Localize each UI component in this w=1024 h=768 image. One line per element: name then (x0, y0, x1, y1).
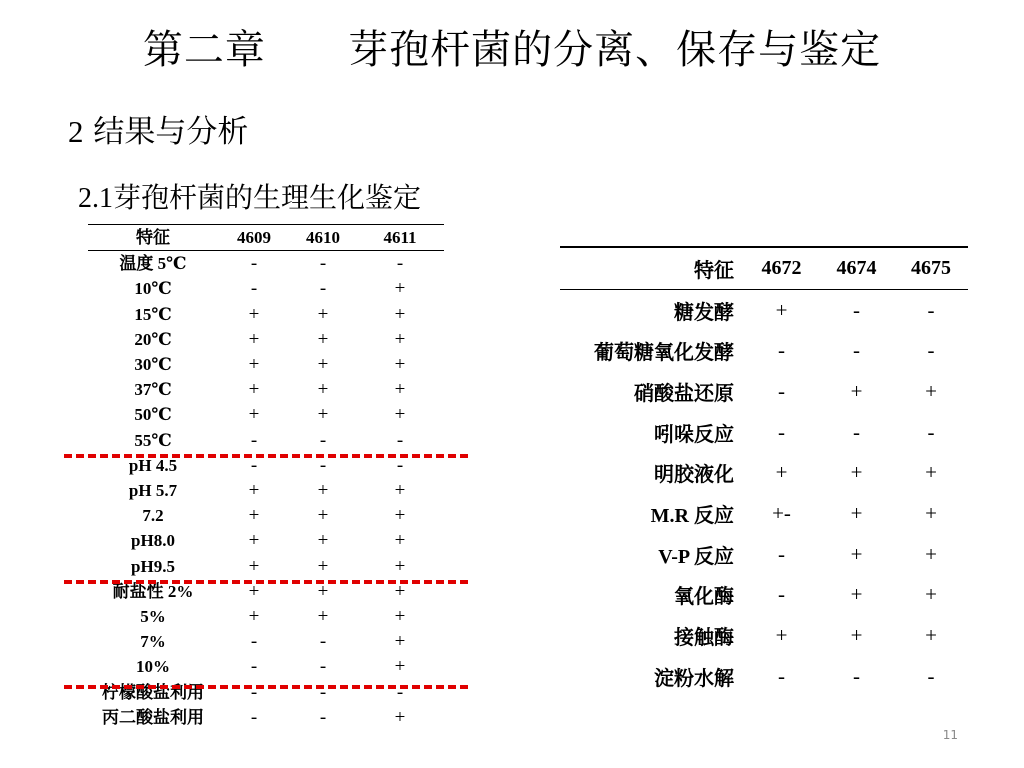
row-value: + (394, 580, 406, 602)
row-value: + (925, 378, 937, 403)
row-value: - (396, 681, 404, 703)
right-header-4675: 4675 (911, 256, 951, 279)
row-label: pH 5.7 (128, 481, 178, 501)
row-value: + (850, 500, 863, 525)
row-value: + (317, 505, 329, 527)
row-label: 55℃ (134, 430, 172, 450)
subsection-number: 2.1 (78, 183, 113, 214)
row-value: - (250, 429, 258, 451)
row-value: - (319, 278, 327, 300)
row-value: - (250, 681, 258, 703)
table-row (560, 534, 968, 575)
left-table-header (88, 225, 444, 251)
row-value: + (317, 606, 329, 628)
row-value: + (248, 555, 260, 577)
right-header-4674: 4674 (836, 256, 877, 279)
row-value: - (853, 338, 860, 363)
right-characteristics-table (560, 246, 968, 697)
row-label: 7% (140, 632, 166, 652)
row-value: - (853, 419, 860, 444)
row-value: - (250, 278, 258, 300)
row-value: - (778, 582, 785, 607)
row-label: pH 4.5 (128, 455, 178, 475)
row-value: + (394, 530, 406, 552)
row-value: + (317, 555, 329, 577)
table-row (88, 680, 444, 705)
row-label: 20℃ (134, 329, 172, 349)
row-value: - (927, 338, 935, 363)
row-value: - (250, 454, 258, 476)
row-value: - (250, 706, 258, 728)
row-value: + (317, 328, 329, 350)
row-value: + (850, 460, 863, 485)
table-row (88, 377, 444, 402)
row-label: 柠檬酸盐利用 (102, 682, 204, 702)
row-label: 吲哚反应 (654, 423, 734, 446)
row-value: + (248, 580, 260, 602)
row-value: - (396, 454, 404, 476)
row-label: 淀粉水解 (654, 667, 734, 690)
row-value: - (250, 253, 258, 275)
table-row (88, 352, 444, 377)
table-row (88, 276, 444, 301)
row-label: 10℃ (134, 279, 172, 299)
table-row (560, 656, 968, 697)
row-value: - (319, 429, 327, 451)
row-value: - (778, 338, 785, 363)
row-label: V-P 反应 (658, 545, 734, 568)
row-label: 耐盐性 2% (112, 581, 194, 601)
row-value: + (248, 379, 260, 401)
row-value: + (775, 623, 788, 648)
right-header-feature: 特征 (694, 259, 734, 282)
row-value: + (248, 480, 260, 502)
row-value: - (319, 681, 327, 703)
row-value: - (319, 706, 327, 728)
row-value: - (319, 454, 327, 476)
row-value: + (394, 631, 406, 653)
table-row (88, 402, 444, 427)
row-label: 10% (136, 657, 170, 677)
row-label: 5% (140, 607, 166, 627)
row-value: + (394, 303, 406, 325)
row-value: + (317, 480, 329, 502)
row-value: - (319, 656, 327, 678)
left-header-4611: 4611 (383, 228, 417, 247)
row-value: + (394, 404, 406, 426)
row-label: pH9.5 (131, 556, 175, 576)
row-value: + (925, 541, 937, 566)
row-value: + (248, 530, 260, 552)
row-label: 50℃ (134, 405, 172, 425)
row-value: + (850, 541, 863, 566)
right-header-4672: 4672 (761, 256, 802, 279)
table-row (88, 251, 444, 277)
table-row (88, 629, 444, 654)
table-row (560, 412, 968, 453)
row-value: + (394, 328, 406, 350)
row-value: + (394, 480, 406, 502)
row-label: 37℃ (134, 380, 172, 400)
table-row (88, 428, 444, 453)
row-value: - (778, 419, 785, 444)
left-header-4609: 4609 (237, 228, 271, 247)
row-value: + (394, 555, 406, 577)
row-value: + (394, 656, 406, 678)
row-label: 氧化酶 (674, 586, 734, 609)
row-value: + (394, 606, 406, 628)
row-value: + (394, 278, 406, 300)
table-row (88, 503, 444, 528)
row-value: + (925, 623, 937, 648)
row-value: + (248, 354, 260, 376)
section-heading (68, 106, 248, 151)
table-row (560, 371, 968, 412)
table-row (88, 302, 444, 327)
row-value: + (317, 580, 329, 602)
row-value: - (853, 297, 860, 322)
section-number: 2 (68, 114, 84, 149)
row-value: + (394, 354, 406, 376)
slide-title: 第二章 芽孢杆菌的分离、保存与鉴定 (142, 27, 882, 73)
table-row (560, 330, 968, 371)
table-row (88, 554, 444, 579)
section-text: 结果与分析 (83, 114, 249, 150)
row-value: - (927, 297, 935, 322)
row-label: pH8.0 (131, 531, 175, 551)
row-value: - (396, 253, 404, 275)
row-label: 糖发酵 (674, 301, 734, 324)
row-label: 7.2 (142, 506, 164, 526)
row-value: - (927, 663, 935, 688)
row-value: - (853, 663, 860, 688)
right-table-header (560, 247, 968, 289)
row-value: + (850, 623, 863, 648)
subsection-heading (78, 176, 421, 216)
row-value: - (250, 656, 258, 678)
row-value: + (394, 505, 406, 527)
left-header-feature: 特征 (136, 228, 170, 247)
row-value: + (850, 582, 863, 607)
table-row (560, 289, 968, 330)
row-value: +- (772, 500, 791, 525)
table-row (88, 478, 444, 503)
row-value: + (775, 460, 788, 485)
row-value: + (317, 530, 329, 552)
row-label: 30℃ (134, 355, 172, 375)
row-label: 葡萄糖氧化发酵 (594, 342, 734, 365)
left-header-4610: 4610 (306, 228, 340, 247)
table-row (88, 654, 444, 679)
red-dashed-separator-temperature (64, 454, 468, 458)
row-label: 温度 5℃ (119, 254, 187, 274)
row-value: + (317, 354, 329, 376)
row-value: + (925, 500, 937, 525)
row-label: 硝酸盐还原 (634, 382, 734, 405)
row-value: + (925, 582, 937, 607)
row-value: + (394, 706, 406, 728)
row-value: - (319, 253, 327, 275)
row-label: 15℃ (134, 304, 172, 324)
table-row (88, 327, 444, 352)
row-label: 接触酶 (674, 627, 734, 650)
table-row (88, 528, 444, 553)
row-value: + (394, 379, 406, 401)
row-value: + (925, 460, 937, 485)
subsection-text: 芽孢杆菌的生理生化鉴定 (113, 181, 422, 214)
row-value: + (775, 297, 788, 322)
row-value: - (319, 631, 327, 653)
row-value: - (778, 378, 785, 403)
row-value: + (317, 303, 329, 325)
row-value: + (317, 404, 329, 426)
row-value: + (248, 303, 260, 325)
row-value: + (248, 404, 260, 426)
row-label: M.R 反应 (650, 504, 734, 527)
row-value: + (248, 606, 260, 628)
row-value: - (396, 429, 404, 451)
row-value: - (778, 541, 785, 566)
page-number: 11 (942, 728, 958, 742)
table-row (560, 452, 968, 493)
table-row (560, 493, 968, 534)
red-dashed-separator-salt (64, 685, 468, 689)
table-row (560, 615, 968, 656)
row-value: - (927, 419, 935, 444)
red-dashed-separator-ph (64, 580, 468, 584)
table-row (560, 575, 968, 616)
row-value: + (317, 379, 329, 401)
row-value: + (248, 505, 260, 527)
left-characteristics-table (88, 224, 444, 730)
table-row (88, 705, 444, 730)
row-value: - (250, 631, 258, 653)
row-label: 丙二酸盐利用 (102, 707, 204, 727)
row-value: + (248, 328, 260, 350)
row-label: 明胶液化 (654, 464, 734, 487)
row-value: + (850, 378, 863, 403)
table-row (88, 604, 444, 629)
row-value: - (778, 663, 785, 688)
